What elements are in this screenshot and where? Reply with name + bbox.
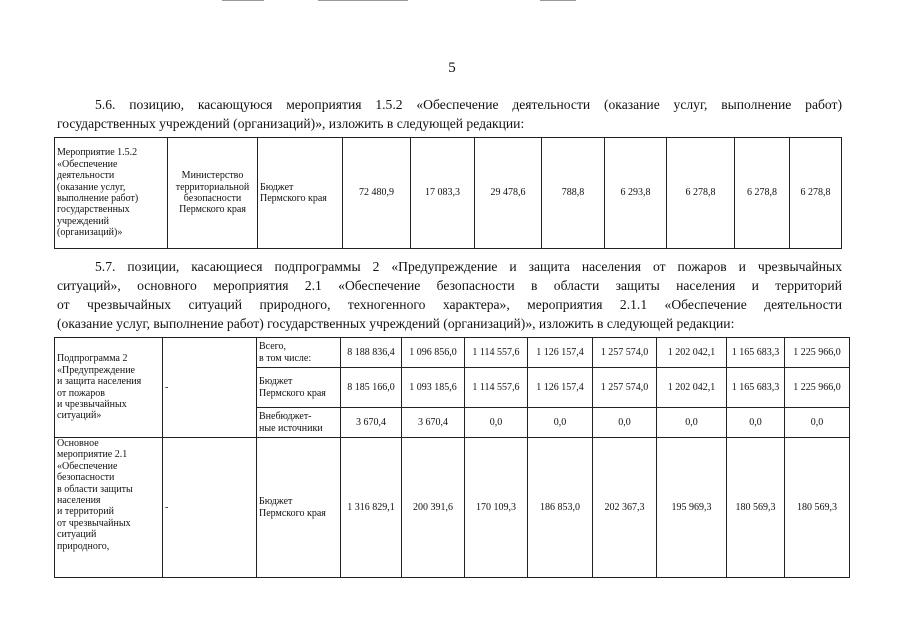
executor: Министерство территориальной безопасности Пермского края <box>175 170 250 216</box>
amount-cell: 202 367,3 <box>593 438 657 578</box>
amount-cell: 1 257 574,0 <box>593 338 657 368</box>
amount-cell: 170 109,3 <box>465 438 528 578</box>
paragraph-line: 5.7. позиции, касающиеся подпрограммы 2 «Предупреждение и защита населения от пожаров и чрезвычайных <box>95 259 842 274</box>
main-activity-name-cell <box>55 438 163 578</box>
amount-cell: 180 569,3 <box>727 438 785 578</box>
amount-cell: 1 126 157,4 <box>528 338 593 368</box>
activity-name: Мероприятие 1.5.2 «Обеспечение деятельности (оказание услуг, выполнение работ) государственных учреждений (организаций)» <box>57 147 139 239</box>
scan-artifact <box>222 0 264 1</box>
paragraph-line: (оказание услуг, выполнение работ) государственных учреждений (организаций)», изложить в следующей редакции: <box>57 316 735 331</box>
funding-source: Внебюджет- ные источники <box>259 411 323 434</box>
amount-cell: 1 225 966,0 <box>785 368 850 408</box>
executor-cell: - <box>163 438 257 578</box>
amount-cell: 1 165 683,3 <box>727 338 785 368</box>
funding-source-cell <box>257 368 341 408</box>
amount-cell: 180 569,3 <box>785 438 850 578</box>
amount-cell: 0,0 <box>657 408 727 438</box>
funding-source: Бюджет Пермского края <box>259 376 326 399</box>
scan-artifact <box>540 0 576 1</box>
executor-cell <box>168 138 258 249</box>
amount-cell: 1 257 574,0 <box>593 368 657 408</box>
funding-source: Бюджет Пермского края <box>259 496 326 519</box>
amount-cell: 6 293,8 <box>605 138 667 249</box>
amount-cell: 72 480,9 <box>343 138 411 249</box>
amount-cell: 1 096 856,0 <box>402 338 465 368</box>
amount-cell: 0,0 <box>593 408 657 438</box>
amount-cell: 3 670,4 <box>341 408 402 438</box>
paragraph-line: ситуаций», основного мероприятия 2.1 «Обеспечение безопасности в области защиты населения и территорий <box>57 278 842 293</box>
amount-cell: 29 478,6 <box>475 138 542 249</box>
executor-cell: - <box>163 338 257 438</box>
paragraph-line: от чрезвычайных ситуаций природного, техногенного характера», мероприятия 2.1.1 «Обеспечение деятельности <box>57 297 842 312</box>
amount-cell: 1 202 042,1 <box>657 368 727 408</box>
amount-cell: 1 202 042,1 <box>657 338 727 368</box>
page-number: 5 <box>448 60 456 76</box>
amount-cell: 0,0 <box>528 408 593 438</box>
amount-cell: 6 278,8 <box>790 138 842 249</box>
funding-source-cell <box>257 338 341 368</box>
funding-source: Бюджет Пермского края <box>260 181 327 204</box>
amount-cell: 195 969,3 <box>657 438 727 578</box>
amount-cell: 200 391,6 <box>402 438 465 578</box>
amount-cell: 1 126 157,4 <box>528 368 593 408</box>
amount-cell: 1 093 185,6 <box>402 368 465 408</box>
subprogram-name: Подпрограмма 2 «Предупреждение и защита населения от пожаров и чрезвычайных ситуаций» <box>57 353 142 422</box>
funding-source-cell <box>257 438 341 578</box>
subprogram-name-cell <box>55 338 163 438</box>
amount-cell: 17 083,3 <box>411 138 475 249</box>
amount-cell: 6 278,8 <box>735 138 790 249</box>
amount-cell: 6 278,8 <box>667 138 735 249</box>
amount-cell: 1 316 829,1 <box>341 438 402 578</box>
activity-1-5-2-table <box>54 137 842 249</box>
paragraph-line: 5.6. позицию, касающуюся мероприятия 1.5.2 «Обеспечение деятельности (оказание услуг, выполнение работ) <box>95 97 842 112</box>
amount-cell: 8 188 836,4 <box>341 338 402 368</box>
paragraph-line: государственных учреждений (организаций)», изложить в следующей редакции: <box>57 116 525 131</box>
paragraph-5-7 <box>57 257 842 333</box>
subprogram-2-table <box>54 337 850 578</box>
funding-source: Всего, в том числе: <box>259 341 312 364</box>
amount-cell: 0,0 <box>727 408 785 438</box>
amount-cell: 1 225 966,0 <box>785 338 850 368</box>
paragraph-5-6 <box>57 95 842 133</box>
amount-cell: 186 853,0 <box>528 438 593 578</box>
funding-source-cell <box>257 408 341 438</box>
activity-name-cell <box>55 138 168 249</box>
amount-cell: 3 670,4 <box>402 408 465 438</box>
funding-source-cell <box>258 138 343 249</box>
amount-cell: 0,0 <box>465 408 528 438</box>
amount-cell: 788,8 <box>542 138 605 249</box>
main-activity-name: Основное мероприятие 2.1 «Обеспечение безопасности в области защиты населения и территорий от чрезвычайных ситуаций природного, <box>57 438 133 552</box>
amount-cell: 8 185 166,0 <box>341 368 402 408</box>
amount-cell: 0,0 <box>785 408 850 438</box>
amount-cell: 1 114 557,6 <box>465 368 528 408</box>
amount-cell: 1 114 557,6 <box>465 338 528 368</box>
amount-cell: 1 165 683,3 <box>727 368 785 408</box>
scan-artifact <box>318 0 408 1</box>
